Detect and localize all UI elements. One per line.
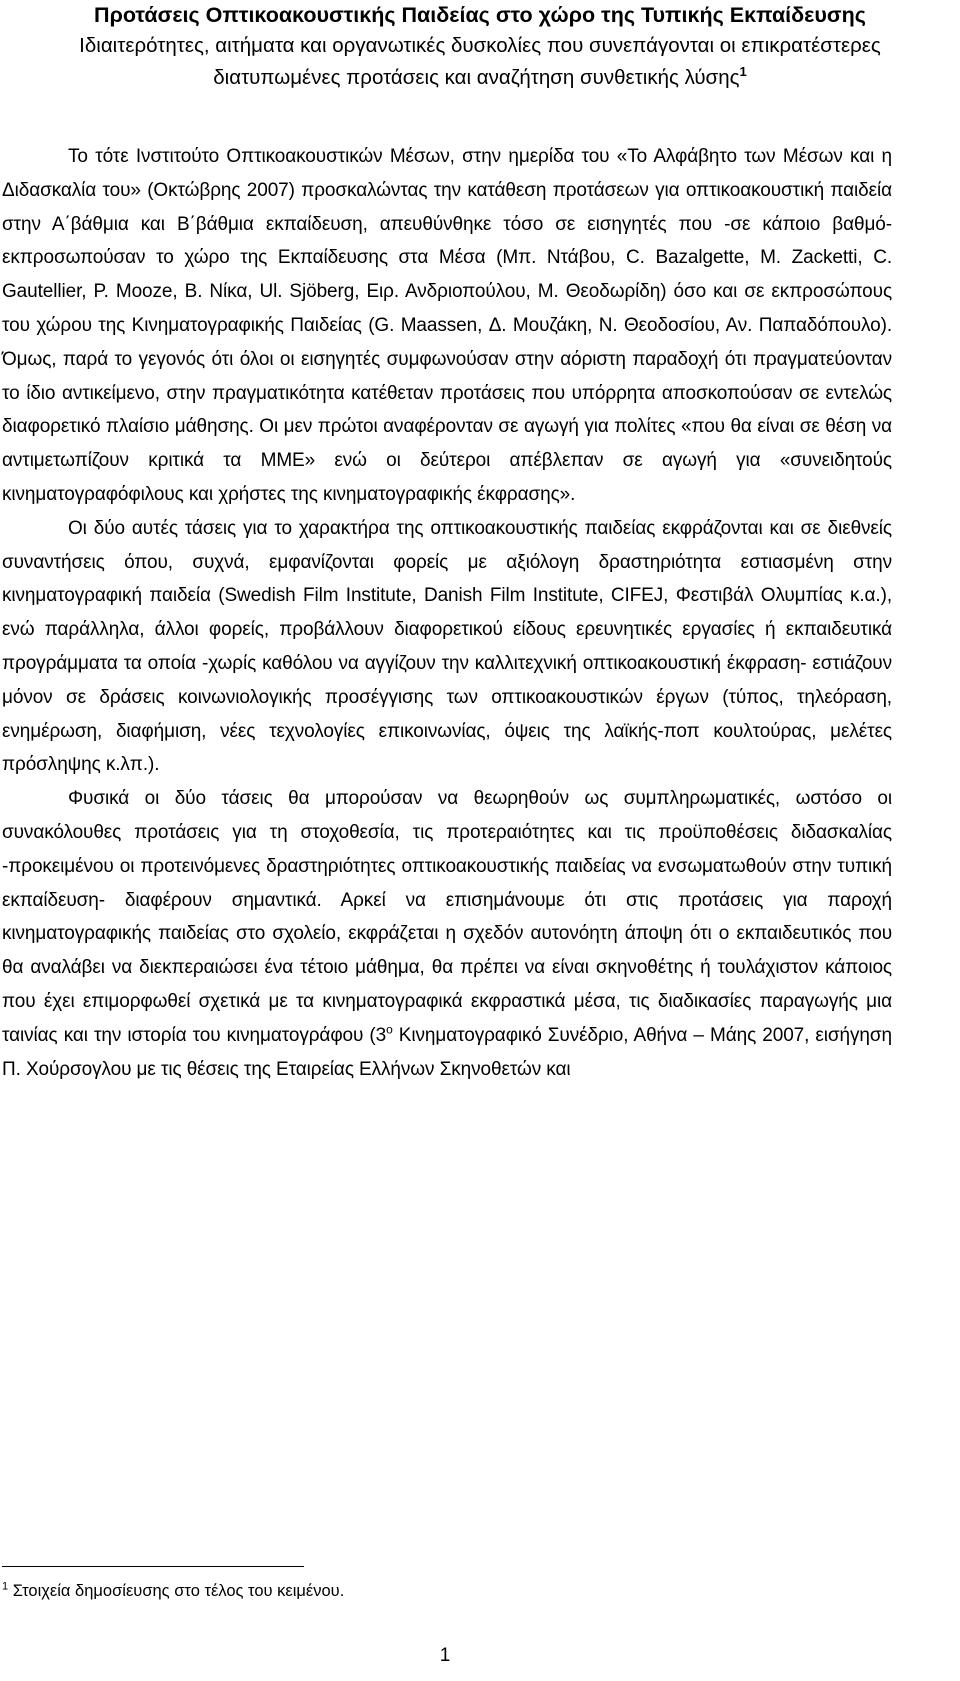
footnote [2,1580,892,1602]
footnote-separator [2,1566,304,1567]
paragraph-3-tail: Κινηματογραφικό Συνέδριο, Αθήνα – Μάης 2007, εισήγηση Π. Χούρσογλου με τις θέσεις της Εταιρείας Ελλήνων Σκηνοθετών και [2,1024,892,1080]
footnote-text: Στοιχεία δημοσίευσης στο τέλος του κειμένου. [8,1582,345,1600]
paragraph-2: Οι δύο αυτές τάσεις για το χαρακτήρα της οπτικοακουστικής παιδείας εκφράζονται και σε διεθνείς συναντήσεις όπου, συχνά, εμφανίζονται φορείς με αξιόλογη δραστηριότητα εστιασμένη στην κινηματογραφική παιδεία (Swedish Film Institute, Danish Film Institute, CIFEJ, Φεστιβάλ Ολυμπίας κ.α.), ενώ παράλληλα, άλλοι φορείς, προβάλλουν διαφορετικού είδους ερευνητικές εργασίες ή εκπαιδευτικά προγράμματα τα οποία -χωρίς καθόλου να αγγίζουν την καλλιτεχνική οπτικοακουστική έκφραση- εστιάζουν μόνον σε δράσεις κοινωνιολογικής προσέγγισης των οπτικοακουστικών έργων (τύπος, τηλεόραση, ενημέρωση, διαφήμιση, νέες τεχνολογίες επικοινωνίας, όψεις της λαϊκής-ποπ κουλτούρας, μελέτες πρόσληψης κ.λπ.). [2,517,892,776]
paragraph-3 [2,782,892,1086]
footnote-number: 1 [2,1580,9,1593]
document-body [2,140,892,1086]
document-subtitle [64,30,896,94]
ordinal-superscript: ο [386,1022,393,1037]
paragraph-1: Το τότε Ινστιτούτο Οπτικοακουστικών Μέσων, στην ημερίδα του «Το Αλφάβητο των Μέσων και η Διδασκαλία του» (Οκτώβρης 2007) προσκαλώντας την κατάθεση προτάσεων για οπτικοακουστική παιδεία στην Α΄βάθμια και Β΄βάθμια εκπαίδευση, απευθύνθηκε τόσο σε εισηγητές που -σε κάποιο βαθμό- εκπροσωπούσαν το χώρο της Εκπαίδευσης στα Μέσα (Μπ. Ντάβου, C. Bazalgette, M. Zacketti, C. Gautellier, P. Mooze, B. Νίκα, Ul. Sjöberg, Ειρ. Ανδριοπούλου, Μ. Θεοδωρίδη) όσο και σε εκπροσώπους του χώρου της Κινηματογραφικής Παιδείας (G. Maassen, Δ. Μουζάκη, Ν. Θεοδοσίου, Αν. Παπαδόπουλο). Όμως, παρά το γεγονός ότι όλοι οι εισηγητές συμφωνούσαν στην αόριστη παραδοχή ότι πραγματεύονταν το ίδιο αντικείμενο, στην πραγματικότητα κατέθεταν προτάσεις που υπόρρητα αποσκοπούσαν σε εντελώς διαφορετικό πλαίσιο μάθησης. Οι μεν πρώτοι αναφέρονταν σε αγωγή για πολίτες «που θα είναι σε θέση να αντιμετωπίζουν κριτικά τα ΜΜΕ» ενώ οι δεύτεροι απέβλεπαν σε αγωγή για «συνειδητούς κινηματογραφόφιλους και χρήστες της κινηματογραφικής έκφρασης». [2,146,892,505]
subtitle-text: Ιδιαιτερότητες, αιτήματα και οργανωτικές δυσκολίες που συνεπάγονται οι επικρατέστερες διατυπωμένες προτάσεις και αναζήτηση συνθετικής λύσης [79,34,881,89]
document-title: Προτάσεις Οπτικοακουστικής Παιδείας στο χώρο της Τυπικής Εκπαίδευσης [94,3,866,27]
page-number: 1 [439,1645,451,1666]
footnote-reference[interactable]: 1 [739,64,747,80]
paragraph-3-text: Φυσικά οι δύο τάσεις θα μπορούσαν να θεωρηθούν ως συμπληρωματικές, ωστόσο οι συνακόλουθες προτάσεις για τη στοχοθεσία, τις προτεραιότητες και τις προϋποθέσεις διδασκαλίας -προκειμένου οι προτεινόμενες δραστηριότητες οπτικοακουστικής παιδείας να ενσωματωθούν στην τυπική εκπαίδευση- διαφέρουν σημαντικά. Αρκεί να επισημάνουμε ότι στις προτάσεις για παροχή κινηματογραφικής παιδείας στο σχολείο, εκφράζεται η σχεδόν αυτονόητη άποψη ότι ο εκπαιδευτικός που θα αναλάβει να διεκπεραιώσει ένα τέτοιο μάθημα, θα πρέπει να είναι σκηνοθέτης ή τουλάχιστον κάποιος που έχει επιμορφωθεί σχετικά με τα κινηματογραφικά εκφραστικά μέσα, τις διαδικασίες παραγωγής μια ταινίας και την ιστορία του κινηματογράφου (3 [2,788,892,1046]
